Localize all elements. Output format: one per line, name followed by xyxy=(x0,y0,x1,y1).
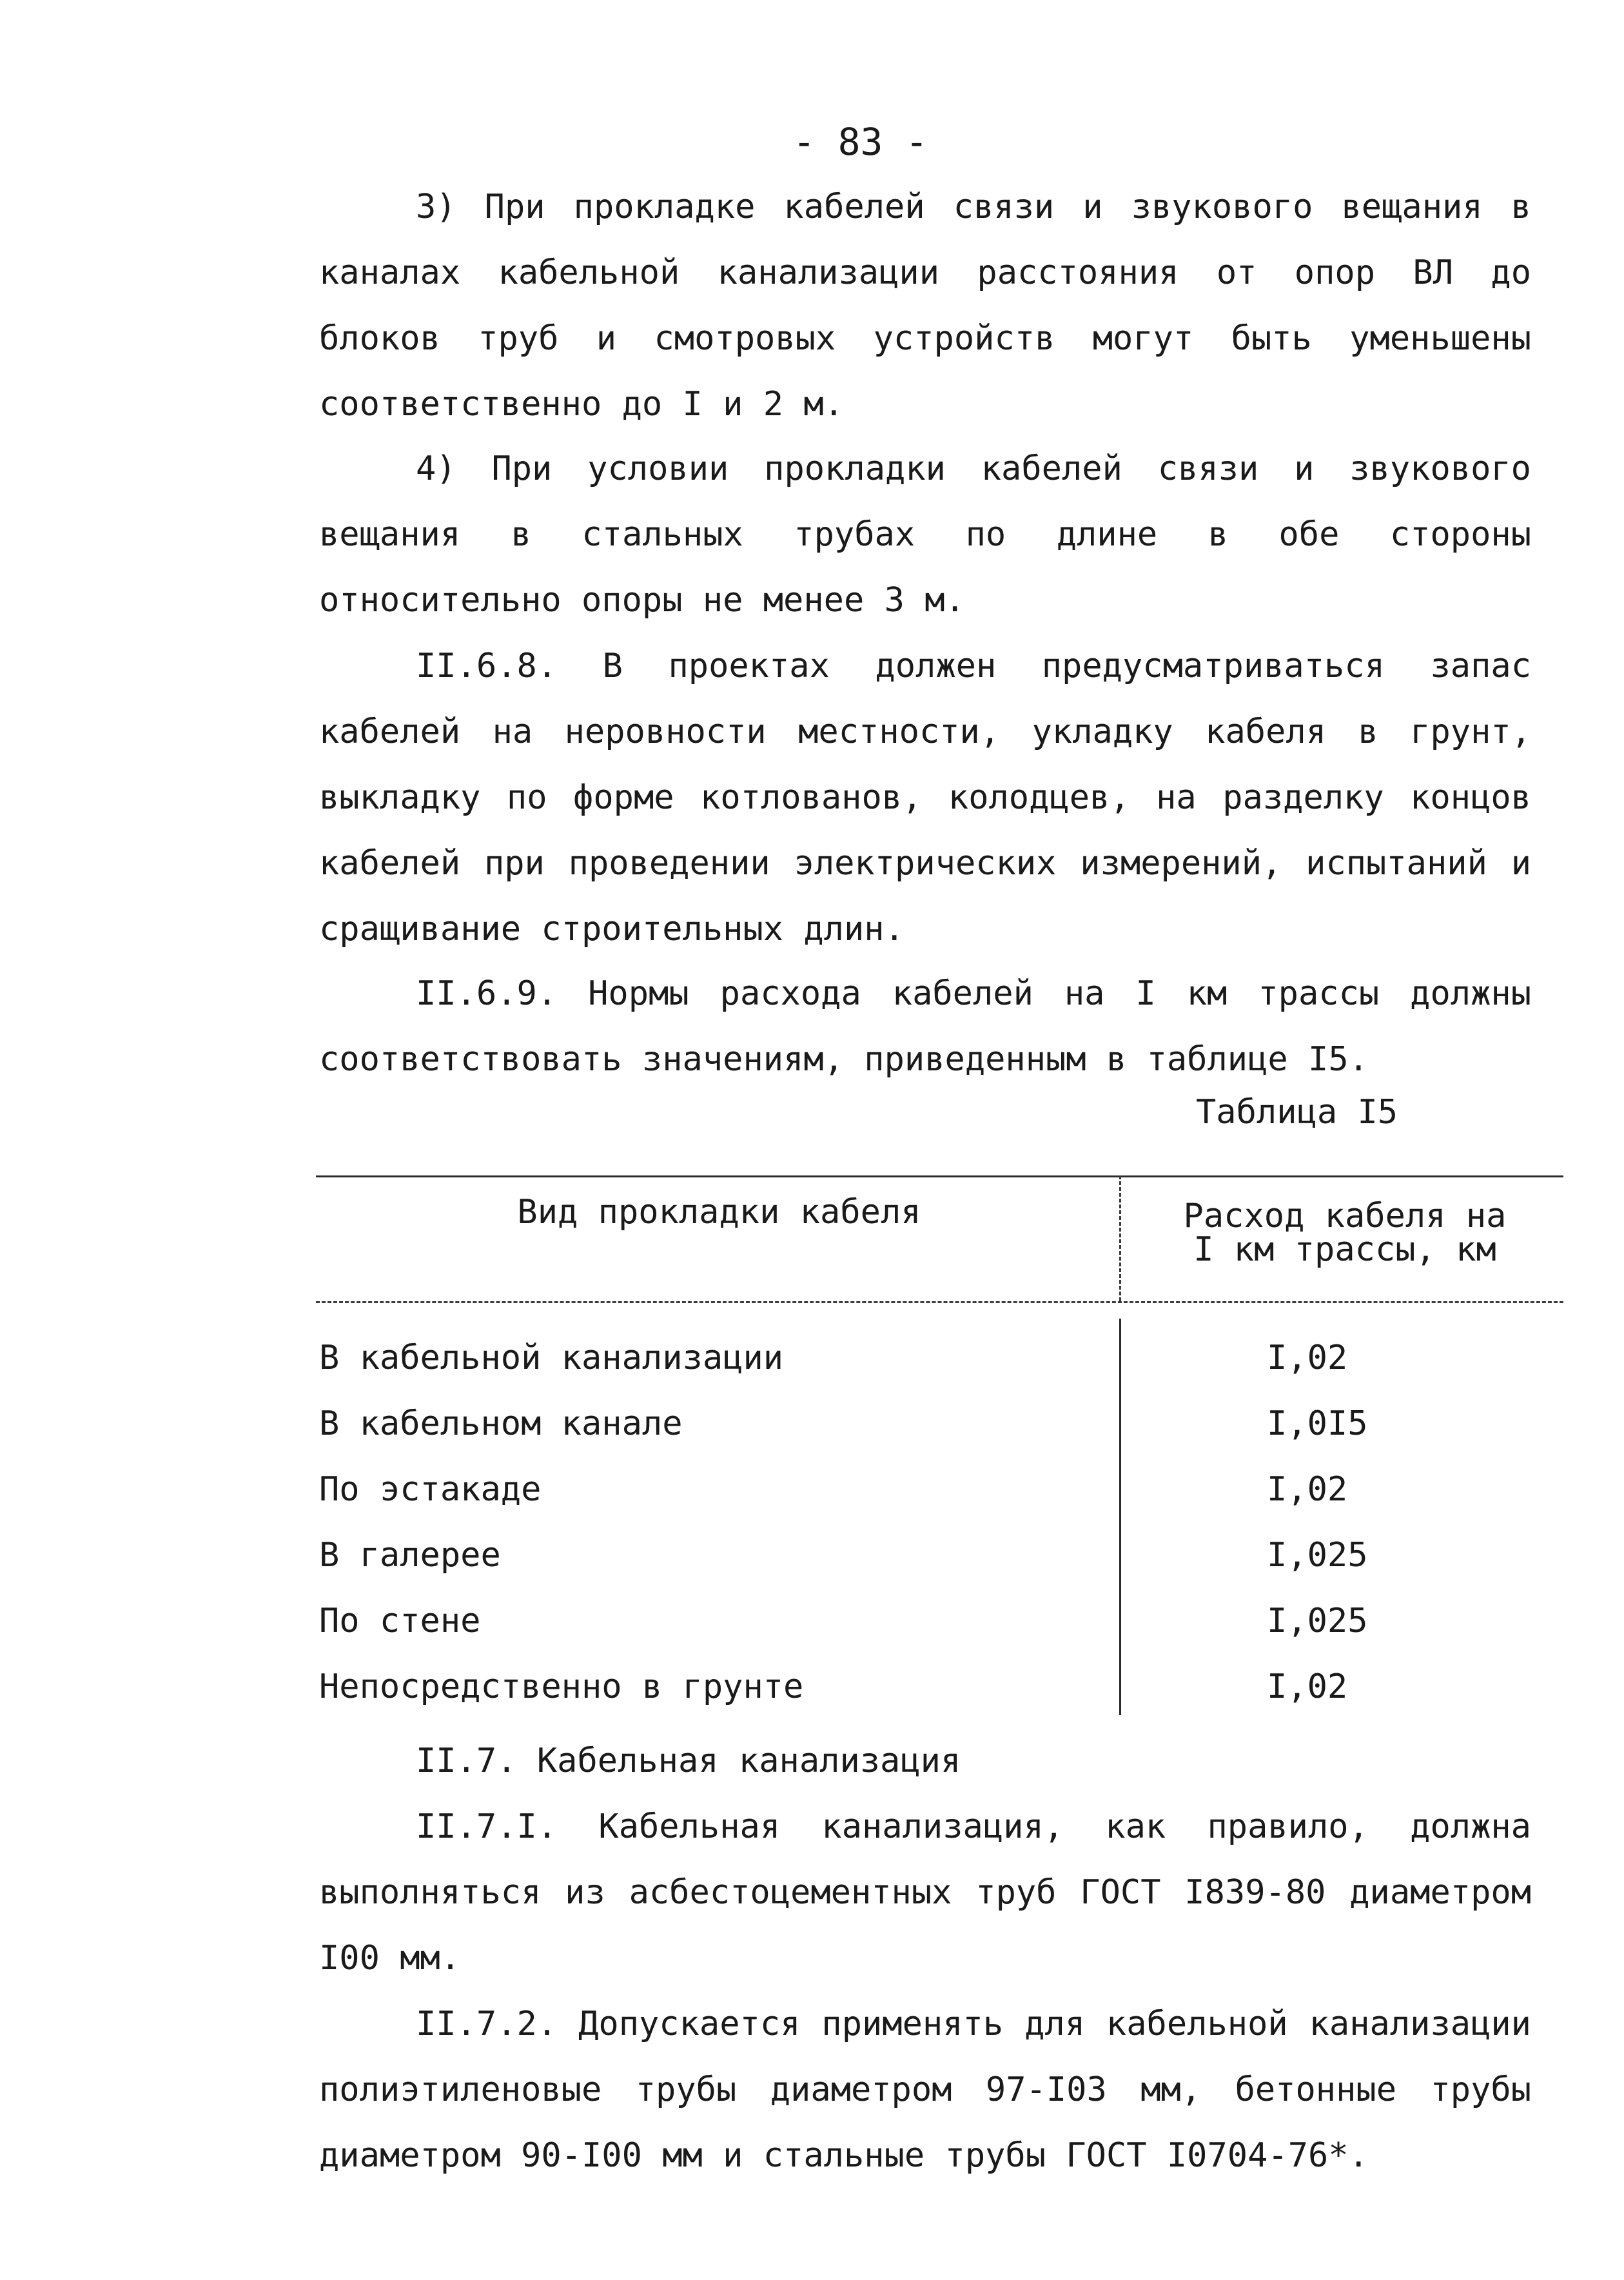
table-cell-type: По эстакаде xyxy=(319,1470,542,1509)
paragraph-text: II.7.2. Допускается применять для кабельной канализации полиэтиленовые трубы диаметром 97-I03 мм, бетонные трубы диаметром 90-I00 мм и стальные трубы ГОСТ I0704-76*. xyxy=(319,2005,1531,2175)
section-paragraphs xyxy=(319,1794,1531,2188)
paragraph-cable-channels xyxy=(319,174,1531,437)
section-heading-block xyxy=(319,1728,1531,1794)
paragraph-text: II.7.I. Кабельная канализация, как правило, должна выполняться из асбестоцементных труб ГОСТ I839-80 диаметром I00 мм. xyxy=(319,1807,1531,1978)
table-cell-value: I,025 xyxy=(1267,1602,1368,1640)
table-cell-type: Непосредственно в грунте xyxy=(319,1667,804,1706)
table-header-type: Вид прокладки кабеля xyxy=(517,1193,921,1232)
table-cell-value: I,02 xyxy=(1267,1470,1348,1509)
table-row xyxy=(319,1588,1563,1654)
table-row xyxy=(319,1654,1563,1720)
section-heading: II.7. Кабельная канализация xyxy=(416,1742,961,1780)
table-row xyxy=(319,1457,1563,1522)
paragraph-text: II.6.8. В проектах должен предусматриваться запас кабелей на неровности местности, укладку кабеля в грунт, выкладку по форме котлованов, колодцев, на разделку концов кабелей при проведении электрических измерений, испытаний и сращивание строительных длин. xyxy=(319,647,1531,948)
table-header-consumption-line2: I км трассы, км xyxy=(1193,1230,1496,1269)
table-caption: Таблица I5 xyxy=(1196,1093,1398,1132)
table-header-consumption-line1: Расход кабеля на xyxy=(1183,1197,1507,1235)
table-cell-type: В кабельной канализации xyxy=(319,1339,784,1377)
table-row xyxy=(319,1391,1563,1457)
table-header-consumption xyxy=(1119,1197,1570,1269)
paragraph-text: 3) При прокладке кабелей связи и звукового вещания в каналах кабельной канализации расстояния от опор ВЛ до блоков труб и смотровых устройств могут быть уменьшены соответственно до I и 2 м. xyxy=(319,188,1531,424)
paragraph-cable-reserve xyxy=(319,633,1531,962)
paragraph-text: 4) При условии прокладки кабелей связи и звукового вещания в стальных трубах по длине в обе стороны относительно опоры не менее 3 м. xyxy=(319,449,1531,620)
paragraph-text: II.6.9. Нормы расхода кабелей на I км трассы должны соответствовать значениям, приведенным в таблице I5. xyxy=(319,974,1531,1079)
table-cell-value: I,02 xyxy=(1267,1339,1348,1377)
table-cell-value: I,025 xyxy=(1267,1536,1368,1575)
table-body xyxy=(319,1325,1563,1720)
table-row xyxy=(319,1325,1563,1391)
page-number: - 83 - xyxy=(792,120,928,164)
table-cell-value: I,0I5 xyxy=(1267,1404,1368,1443)
paragraph-consumption-norms xyxy=(319,961,1531,1092)
table-cell-type: В галерее xyxy=(319,1536,501,1575)
table-cell-type: В кабельном канале xyxy=(319,1404,683,1443)
table-cell-value: I,02 xyxy=(1267,1667,1348,1706)
table-top-rule xyxy=(316,1175,1563,1177)
paragraph-steel-pipes xyxy=(319,436,1531,633)
table-header-rule xyxy=(316,1301,1563,1303)
table-row xyxy=(319,1522,1563,1588)
table-cell-type: По стене xyxy=(319,1602,481,1640)
